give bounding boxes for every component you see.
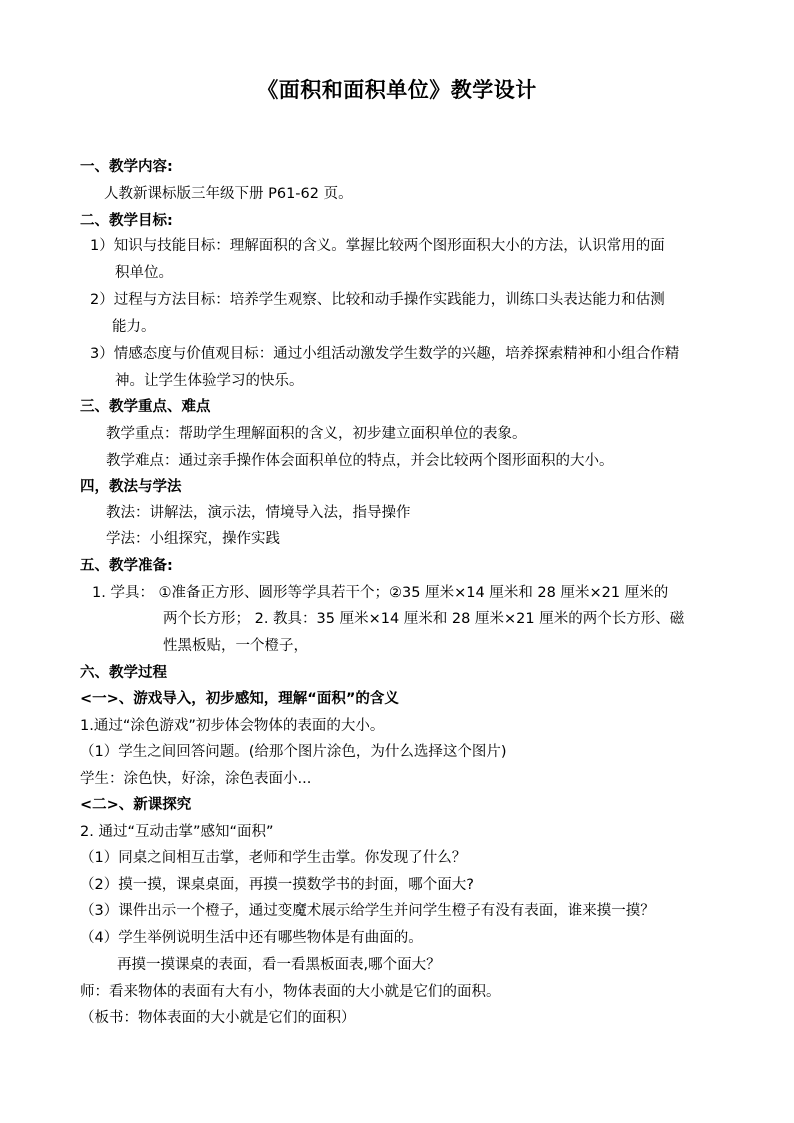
explore-line-5: 再摸一摸课桌的表面，看一看黑板面表,哪个面大？ (117, 957, 441, 973)
section-1-text: 人教新课标版三年级下册 P61-62 页。 (104, 186, 353, 202)
process-line-2: （1）学生之间回答问题。(给那个图片涂色，为什么选择这个图片) (80, 744, 507, 760)
process-line-3: 学生：涂色快，好涂，涂色表面小... (80, 771, 312, 787)
goal-1-line-1: 1）知识与技能目标：理解面积的含义。掌握比较两个图形面积大小的方法，认识常用的面 (90, 238, 665, 254)
teaching-method: 教法：讲解法，演示法，情境导入法，指导操作 (106, 505, 411, 521)
goal-2-line-2: 能力。 (112, 319, 156, 335)
goal-2-line-1: 2）过程与方法目标：培养学生观察、比较和动手操作实践能力，训练口头表达能力和估测 (90, 292, 665, 308)
explore-line-4: （4）学生举例说明生活中还有哪些物体是有曲面的。 (80, 930, 423, 946)
explore-line-6: 师：看来物体的表面有大有小，物体表面的大小就是它们的面积。 (80, 984, 501, 1000)
document-title: 《面积和面积单位》教学设计 (257, 78, 537, 102)
section-6-heading: 六、教学过程 (80, 665, 167, 681)
explore-line-0: 2. 通过“互动击掌”感知“面积” (80, 824, 274, 840)
goal-1-line-2: 积单位。 (115, 265, 173, 281)
part-1-heading: <一>、游戏导入，初步感知，理解“面积”的含义 (80, 691, 399, 707)
section-1-heading: 一、教学内容: (80, 159, 173, 175)
goal-3-line-1: 3）情感态度与价值观目标：通过小组活动激发学生数学的兴趣，培养探索精神和小组合作精 (90, 346, 680, 362)
process-line-1: 1.通过“涂色游戏”初步体会物体的表面的大小。 (80, 718, 385, 734)
section-5-heading: 五、教学准备: (80, 558, 173, 574)
learning-method: 学法：小组探究，操作实践 (106, 531, 280, 547)
section-4-heading: 四，教法与学法 (80, 479, 182, 495)
key-point: 教学重点：帮助学生理解面积的含义，初步建立面积单位的表象。 (106, 426, 527, 442)
part-2-heading: <二>、新课探究 (80, 797, 192, 813)
explore-line-7: （板书：物体表面的大小就是它们的面积） (80, 1010, 356, 1026)
goal-3-line-2: 神。让学生体验学习的快乐。 (115, 373, 304, 389)
preparation-line-2: 两个长方形； 2. 教具：35 厘米×14 厘米和 28 厘米×21 厘米的两个长方形、磁 (163, 611, 685, 627)
preparation-line-1: 1. 学具： ①准备正方形、圆形等学具若干个；②35 厘米×14 厘米和 28 厘米×21 厘米的 (92, 585, 669, 601)
explore-line-3: （3）课件出示一个橙子，通过变魔术展示给学生并问学生橙子有没有表面，谁来摸一摸？ (80, 903, 655, 919)
section-2-heading: 二、教学目标: (80, 213, 173, 229)
explore-line-1: （1）同桌之间相互击掌，老师和学生击掌。你发现了什么？ (80, 850, 467, 866)
explore-line-2: （2）摸一摸，课桌桌面，再摸一摸数学书的封面，哪个面大? (80, 877, 474, 893)
preparation-line-3: 性黑板贴，一个橙子， (163, 638, 308, 654)
section-3-heading: 三、教学重点、难点 (80, 399, 211, 415)
difficult-point: 教学难点：通过亲手操作体会面积单位的特点，并会比较两个图形面积的大小。 (106, 453, 614, 469)
